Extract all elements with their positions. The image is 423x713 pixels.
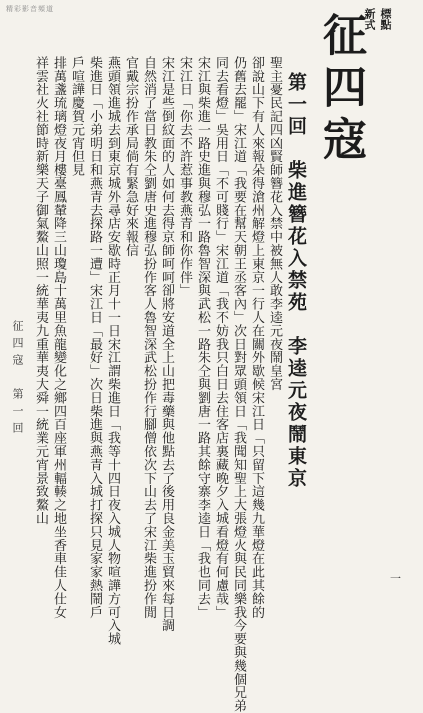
text-column-9: 官戴宗扮作承局倘有緊急好來報信 xyxy=(123,56,138,257)
text-column-13: 排萬盞琉璃燈夜月樓臺鳳輦降三山瓊島十萬里魚龍變化之鄉四百座軍州輻輳之地坐香車佳人仕女 xyxy=(51,56,66,619)
edition-label-bottom: 標點 xyxy=(379,8,392,30)
chapter-heading: 第一回 柴進簪花入禁苑 李逵元夜鬧東京 xyxy=(285,72,307,490)
text-column-10: 燕頭領進城去到東京城外尋店安歇時正月十一日宋江謂柴進日「我等十四日夜入城人物喧譁方可入城 xyxy=(105,56,120,646)
text-column-4: 同去看燈」吳用日「不可賤行」宋江道「我不妨我只白日去住客店裏藏晚夕入城看燈有何慮哉」 xyxy=(213,56,228,619)
text-column-11: 柴進日「小弟明日和燕青去探路一遭」宋江日「最好」次日柴進與燕青入城打探只見家家熱鬧戶 xyxy=(87,56,102,619)
text-column-12: 戶喧譁慶賀元宵但見 xyxy=(69,56,84,177)
edition-label-top: 新式 xyxy=(363,8,376,30)
watermark-text: 精彩影音頻道 xyxy=(6,5,54,13)
running-footer: 征四寇 第一回 xyxy=(11,320,24,439)
text-column-8: 自然消了當日教朱仝劉唐史進穆弘扮作客人魯智深武松扮作行腳僧依次下山去了宋江柴進扮作閒 xyxy=(141,56,156,619)
book-title: 征四寇 xyxy=(315,12,366,168)
text-column-3: 仍舊去罷」宋江道「我要在幫天朝王丞客內」次日對眾頭領日「我聞知聖上大張燈火與民同樂我今要與幾個兄弟 xyxy=(231,56,246,713)
text-column-6: 宋江日「你去不許惹事教燕青和你作伴」 xyxy=(177,56,192,298)
text-column-2: 卻說山下有人來報朵得滄州解燈上東京一行人在關外歇候宋江日「只留下這幾九華燈在此其餘的 xyxy=(249,56,264,619)
text-column-1: 聖主憂民記四凶賢師簪花入禁中被無人敢李逵元夜鬧皇宮 xyxy=(267,56,282,391)
text-column-5: 宋江與柴進一路史進與穆弘一路魯智深與武松一路朱仝與劉唐一路其餘守寨李逵日「我也同去」 xyxy=(195,56,210,619)
text-column-14: 祥雲社火社節時新樂天子御氣鰲山照一統華夷九重華夷大舜一統業元宵景致鰲山 xyxy=(33,56,48,525)
text-column-7: 宋江是些倒紋面的人如何去得京師呵呵卻將安道全上山把毒藥與他點去了後用良金美玉貿來每日調 xyxy=(159,56,174,633)
page-number: 一 xyxy=(390,572,401,585)
